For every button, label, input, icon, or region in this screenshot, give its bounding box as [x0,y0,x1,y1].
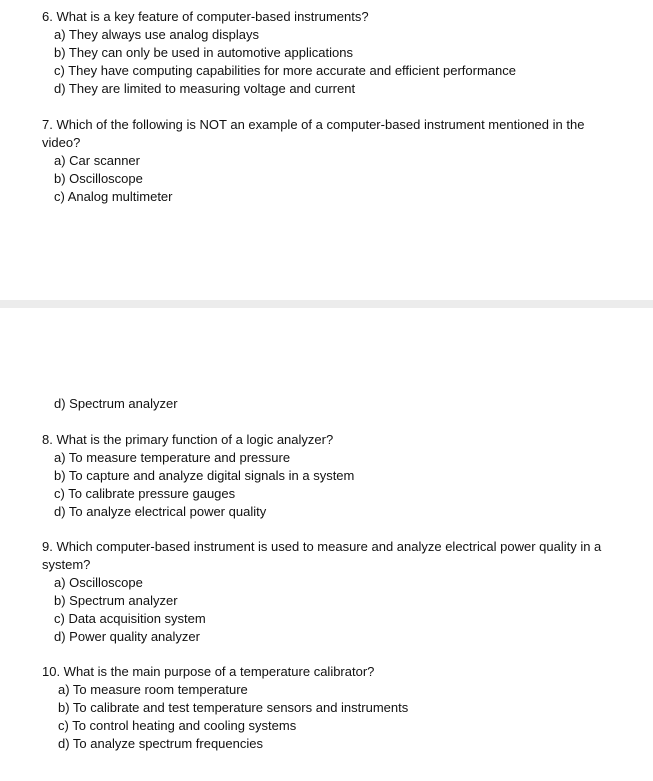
option-a: a) To measure room temperature [58,682,248,697]
question-text: 10. What is the main purpose of a temperature calibrator? [42,664,375,679]
option-list [42,681,622,753]
option-d: d) They are limited to measuring voltage and current [54,81,356,96]
option-c: c) Data acquisition system [54,611,206,626]
option-c: c) They have computing capabilities for more accurate and efficient performance [54,63,516,78]
option-a: a) They always use analog displays [54,27,259,42]
option-b: b) To capture and analyze digital signals in a system [54,468,355,483]
option-c: c) Analog multimeter [54,189,173,204]
option-list [42,395,622,413]
question-text: 8. What is the primary function of a logic analyzer? [42,432,334,447]
document-page-2 [0,308,653,781]
document-page-1 [0,0,653,300]
option-b: b) Oscilloscope [54,171,143,186]
option-list [42,449,622,521]
page-break [0,300,653,308]
question-8 [42,431,622,521]
option-b: b) They can only be used in automotive applications [54,45,353,60]
option-d: d) Spectrum analyzer [54,396,178,411]
question-7-continued [42,395,622,413]
question-text: 9. Which computer-based instrument is used to measure and analyze electrical power quality in a system? [42,539,602,572]
question-7 [42,116,622,206]
option-d: d) To analyze spectrum frequencies [58,736,263,751]
option-list [42,26,622,98]
option-d: d) To analyze electrical power quality [54,504,267,519]
option-a: a) Car scanner [54,153,140,168]
question-text: 7. Which of the following is NOT an example of a computer-based instrument mentioned in the video? [42,117,585,150]
question-text: 6. What is a key feature of computer-based instruments? [42,9,369,24]
question-9 [42,538,622,646]
option-c: c) To control heating and cooling systems [58,718,297,733]
option-d: d) Power quality analyzer [54,629,200,644]
option-list [42,574,622,646]
option-c: c) To calibrate pressure gauges [54,486,236,501]
option-a: a) Oscilloscope [54,575,143,590]
question-10 [42,663,622,753]
option-a: a) To measure temperature and pressure [54,450,291,465]
option-b: b) To calibrate and test temperature sensors and instruments [58,700,409,715]
question-6 [42,8,622,98]
option-b: b) Spectrum analyzer [54,593,178,608]
option-list [42,152,622,206]
